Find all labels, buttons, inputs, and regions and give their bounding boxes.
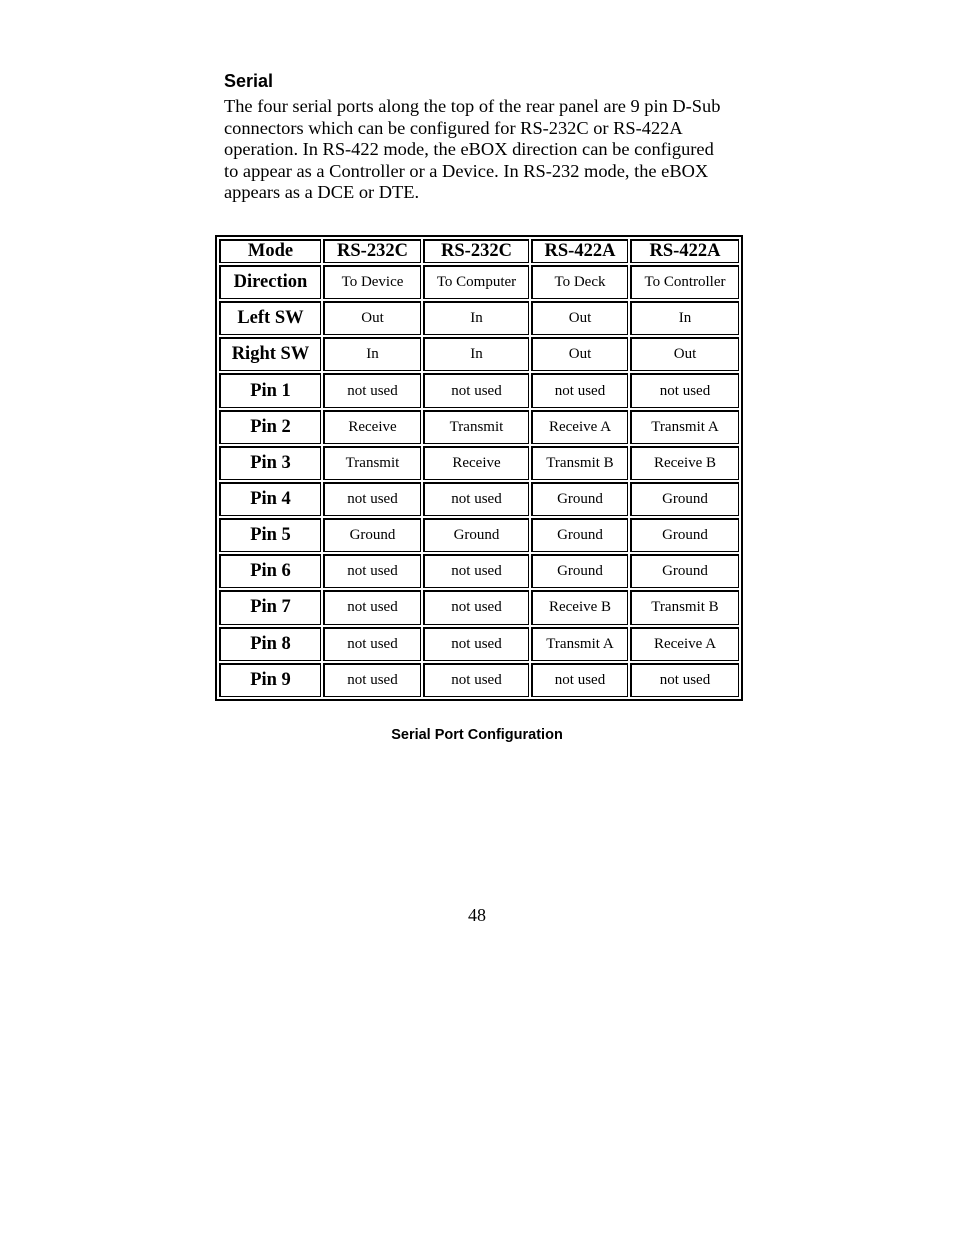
- table-cell: not used: [323, 627, 421, 661]
- table-cell: Out: [323, 301, 421, 335]
- table-cell: Transmit B: [630, 590, 739, 624]
- table-caption: Serial Port Configuration: [391, 727, 563, 743]
- table-row: [219, 663, 739, 697]
- table-cell: not used: [423, 627, 529, 661]
- table-row: [219, 410, 739, 444]
- table-row: [219, 265, 739, 299]
- table-cell: not used: [423, 663, 529, 697]
- table-cell: Transmit A: [531, 627, 628, 661]
- row-label: Pin 8: [219, 627, 321, 661]
- table-body: [219, 265, 739, 697]
- table-cell: not used: [323, 590, 421, 624]
- table-row: [219, 518, 739, 552]
- table-cell: In: [323, 337, 421, 371]
- section-paragraph: [224, 96, 736, 204]
- table-cell: Out: [531, 301, 628, 335]
- header-cell: RS-422A: [630, 239, 739, 263]
- table-cell: not used: [531, 663, 628, 697]
- table-cell: Receive A: [531, 410, 628, 444]
- table-cell: Ground: [630, 554, 739, 588]
- table-cell: not used: [423, 373, 529, 407]
- table-cell: Transmit A: [630, 410, 739, 444]
- table-cell: To Device: [323, 265, 421, 299]
- table-cell: To Computer: [423, 265, 529, 299]
- row-label: Pin 1: [219, 373, 321, 407]
- table-cell: Transmit: [323, 446, 421, 480]
- table-cell: not used: [323, 554, 421, 588]
- row-label: Pin 5: [219, 518, 321, 552]
- table-cell: not used: [423, 590, 529, 624]
- table-cell: Receive: [323, 410, 421, 444]
- row-label: Right SW: [219, 337, 321, 371]
- table-cell: To Controller: [630, 265, 739, 299]
- table-cell: Ground: [323, 518, 421, 552]
- paragraph-line: appears as a DCE or DTE.: [224, 182, 420, 203]
- row-label: Pin 7: [219, 590, 321, 624]
- row-label: Pin 9: [219, 663, 321, 697]
- table-cell: To Deck: [531, 265, 628, 299]
- table-cell: not used: [323, 663, 421, 697]
- table-cell: not used: [630, 663, 739, 697]
- table-cell: Ground: [630, 482, 739, 516]
- row-label: Pin 4: [219, 482, 321, 516]
- row-label: Pin 3: [219, 446, 321, 480]
- table-row: [219, 482, 739, 516]
- table-cell: In: [423, 337, 529, 371]
- table-row: [219, 446, 739, 480]
- header-cell: RS-422A: [531, 239, 628, 263]
- table-cell: Receive B: [531, 590, 628, 624]
- header-cell: RS-232C: [323, 239, 421, 263]
- row-label: Direction: [219, 265, 321, 299]
- row-label: Pin 2: [219, 410, 321, 444]
- table-cell: Ground: [531, 554, 628, 588]
- table-cell: not used: [630, 373, 739, 407]
- table-row: [219, 554, 739, 588]
- paragraph-line: to appear as a Controller or a Device. In RS-232 mode, the eBOX: [224, 160, 709, 181]
- page-number: 48: [468, 905, 486, 925]
- table-header-row: [219, 239, 739, 263]
- table-cell: Ground: [531, 518, 628, 552]
- table-cell: Out: [630, 337, 739, 371]
- table-cell: Receive B: [630, 446, 739, 480]
- table-cell: Out: [531, 337, 628, 371]
- table-cell: Ground: [531, 482, 628, 516]
- table-cell: not used: [423, 482, 529, 516]
- table-cell: Receive A: [630, 627, 739, 661]
- paragraph-line: operation. In RS-422 mode, the eBOX direction can be configured: [224, 139, 714, 160]
- table-cell: Receive: [423, 446, 529, 480]
- header-cell-mode: Mode: [219, 239, 321, 263]
- table-row: [219, 301, 739, 335]
- table-cell: Ground: [630, 518, 739, 552]
- table-row: [219, 627, 739, 661]
- header-cell: RS-232C: [423, 239, 529, 263]
- table-row: [219, 373, 739, 407]
- table-row: [219, 590, 739, 624]
- table-cell: not used: [323, 373, 421, 407]
- serial-config-table-container: [215, 235, 739, 701]
- serial-config-table: [215, 235, 743, 701]
- table-cell: Transmit: [423, 410, 529, 444]
- paragraph-line: The four serial ports along the top of the rear panel are 9 pin D-Sub: [224, 96, 721, 116]
- paragraph-line: connectors which can be configured for RS-232C or RS-422A: [224, 117, 683, 138]
- table-cell: In: [423, 301, 529, 335]
- table-cell: not used: [323, 482, 421, 516]
- table-row: [219, 337, 739, 371]
- table-cell: Ground: [423, 518, 529, 552]
- row-label: Pin 6: [219, 554, 321, 588]
- table-cell: Transmit B: [531, 446, 628, 480]
- table-cell: not used: [423, 554, 529, 588]
- table-cell: not used: [531, 373, 628, 407]
- row-label: Left SW: [219, 301, 321, 335]
- table-cell: In: [630, 301, 739, 335]
- section-title: Serial: [224, 71, 274, 91]
